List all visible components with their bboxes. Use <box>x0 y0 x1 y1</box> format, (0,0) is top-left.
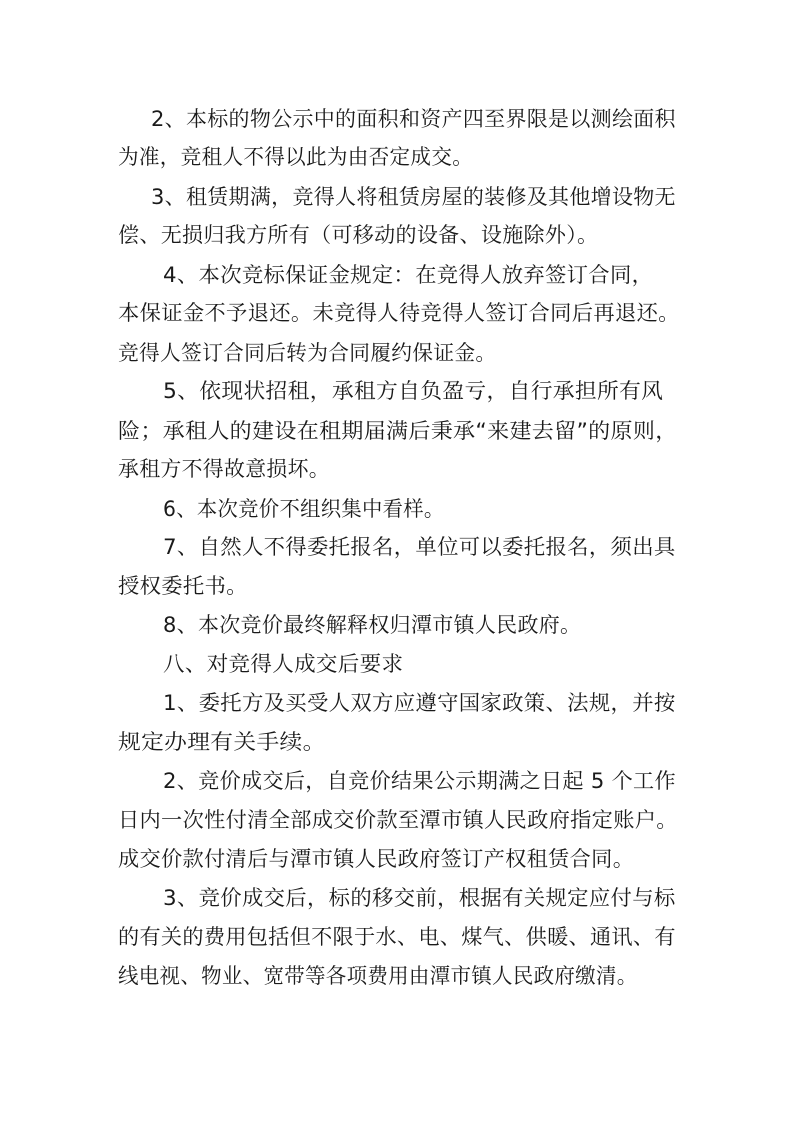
paragraph-compliance-line-2: 规定办理有关手续。 <box>118 730 326 754</box>
paragraph-lease-expiry-line-1: 3、租赁期满，竞得人将租赁房屋的装修及其他增设物无 <box>151 185 676 209</box>
paragraph-entrusted-registration-line-2: 授权委托书。 <box>118 574 248 598</box>
paragraph-interpretation-line-1: 8、本次竞价最终解释权归潭市镇人民政府。 <box>163 613 582 637</box>
paragraph-fees-line-3: 线电视、物业、宽带等各项费用由潭市镇人民政府缴清。 <box>118 964 638 988</box>
paragraph-lease-expiry-line-2: 偿、无损归我方所有（可移动的设备、设施除外）。 <box>118 223 599 247</box>
paragraph-deposit-rules-line-1: 4、本次竞标保证金规定：在竞得人放弃签订合同， <box>163 263 654 287</box>
paragraph-deposit-rules-line-3: 竞得人签订合同后转为合同履约保证金。 <box>118 341 497 365</box>
section-heading-post-deal-requirements: 八、对竞得人成交后要求 <box>163 652 404 676</box>
paragraph-no-viewing-line-1: 6、本次竞价不组织集中看样。 <box>163 497 445 521</box>
paragraph-deposit-rules-line-2: 本保证金不予退还。未竞得人待竞得人签订合同后再退还。 <box>118 301 680 325</box>
paragraph-area-basis-line-1: 2、本标的物公示中的面积和资产四至界限是以测绘面积 <box>151 107 676 131</box>
paragraph-entrusted-registration-line-1: 7、自然人不得委托报名，单位可以委托报名，须出具 <box>163 535 676 559</box>
paragraph-compliance-line-1: 1、委托方及买受人双方应遵守国家政策、法规，并按 <box>163 691 676 715</box>
paragraph-fees-line-1: 3、竞价成交后，标的移交前，根据有关规定应付与标 <box>163 886 676 910</box>
paragraph-area-basis-line-2: 为准，竞租人不得以此为由否定成交。 <box>118 145 474 169</box>
paragraph-as-is-lease-line-1: 5、依现状招租，承租方自负盈亏，自行承担所有风 <box>163 379 664 403</box>
paragraph-payment-line-1: 2、竞价成交后，自竞价结果公示期满之日起 5 个工作 <box>163 769 676 793</box>
paragraph-fees-line-2: 的有关的费用包括但不限于水、电、煤气、供暖、通讯、有 <box>118 925 676 949</box>
paragraph-payment-line-2: 日内一次性付清全部成交价款至潭市镇人民政府指定账户。 <box>118 808 678 832</box>
paragraph-payment-line-3: 成交价款付清后与潭市镇人民政府签订产权租赁合同。 <box>118 847 635 871</box>
paragraph-as-is-lease-line-2: 险；承租人的建设在租期届满后秉承“来建去留”的原则， <box>118 419 678 443</box>
paragraph-as-is-lease-line-3: 承租方不得故意损坏。 <box>118 457 330 481</box>
